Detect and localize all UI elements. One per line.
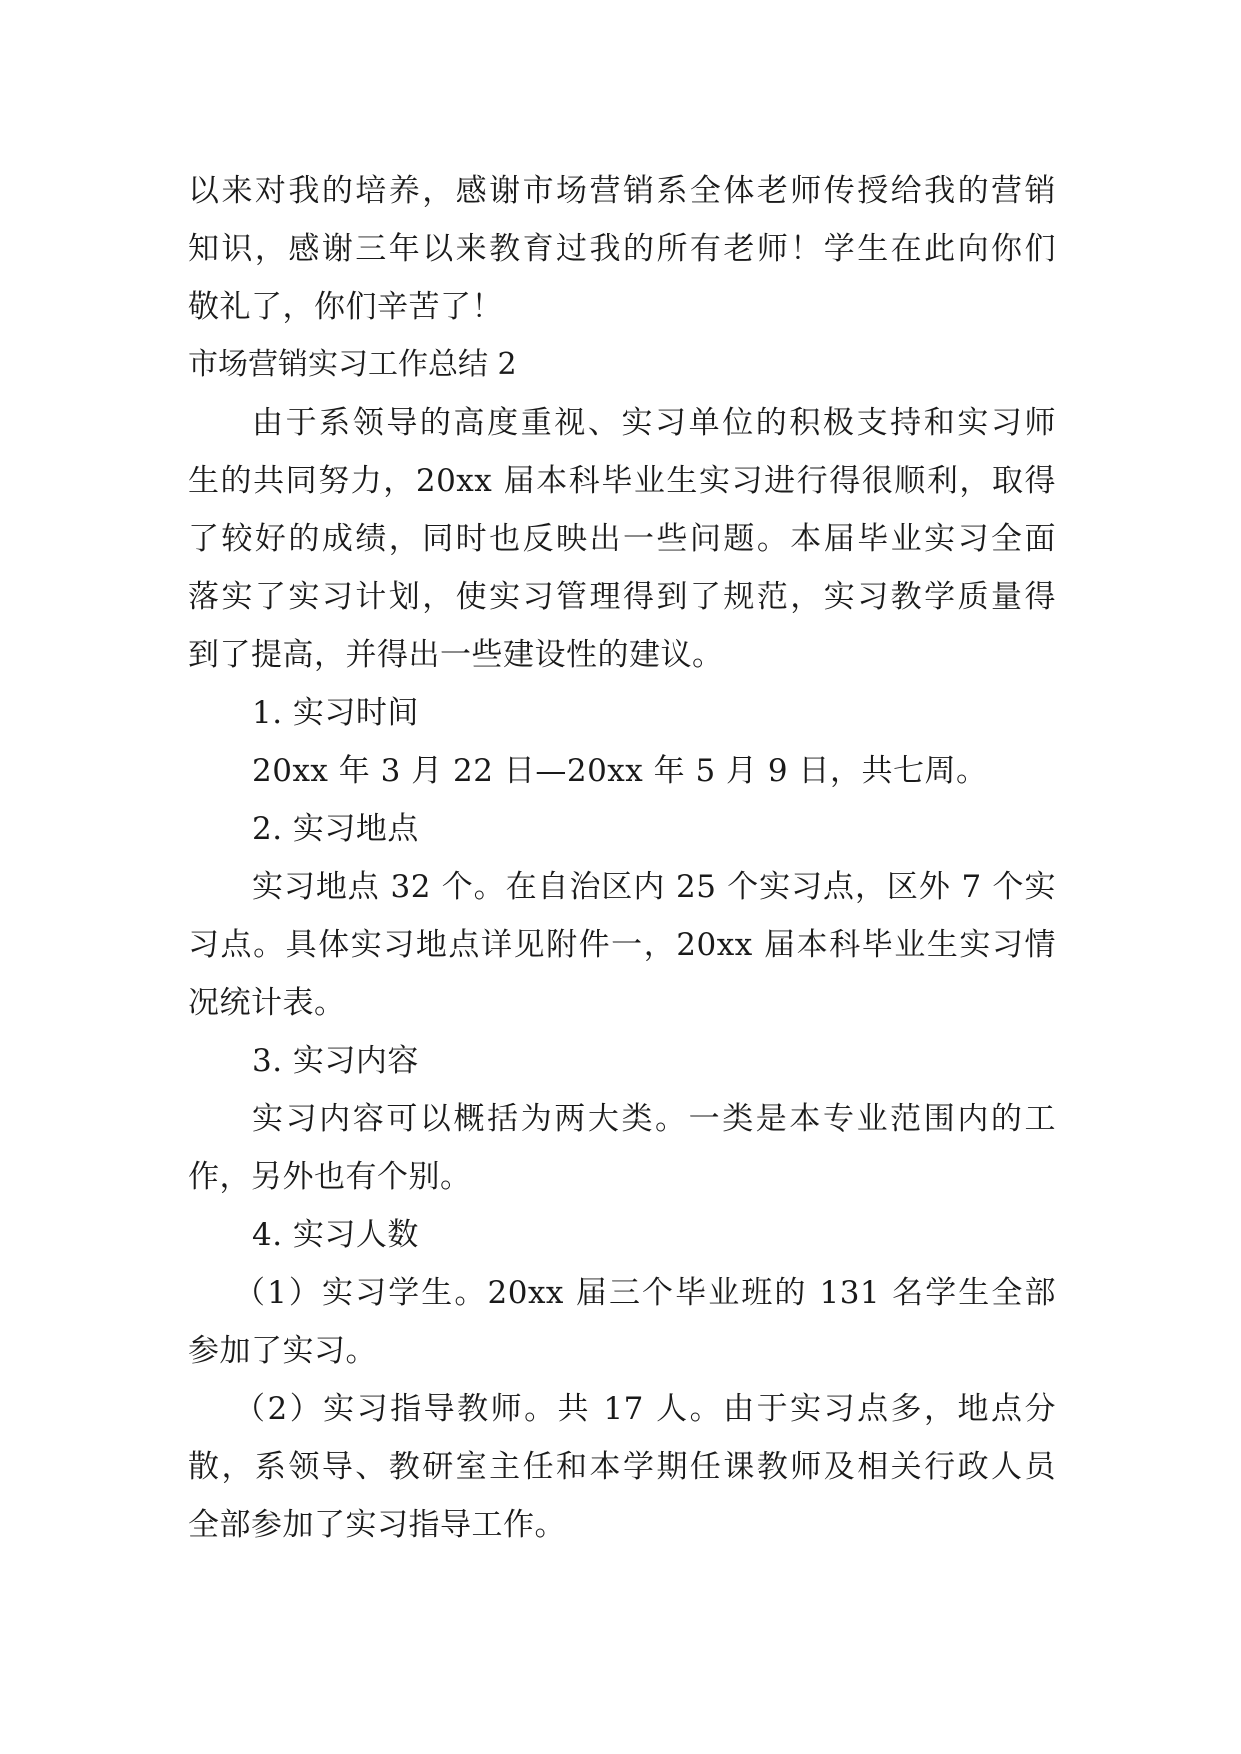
text-line: 散，系领导、教研室主任和本学期任课教师及相关行政人员 xyxy=(188,1449,1056,1485)
text-line: 全部参加了实习指导工作。 xyxy=(188,1507,566,1543)
subheading-time: 1. 实习时间 xyxy=(252,695,419,731)
text-line: 知识，感谢三年以来教育过我的所有老师！学生在此向你们 xyxy=(188,231,1056,267)
text-line: 作，另外也有个别。 xyxy=(188,1159,472,1195)
text-line: 20xx 年 3 月 22 日—20xx 年 5 月 9 日，共七周。 xyxy=(252,753,988,789)
text-line: 敬礼了，你们辛苦了！ xyxy=(188,289,503,325)
text-line: 参加了实习。 xyxy=(188,1333,377,1369)
text-line: 习点。具体实习地点详见附件一，20xx 届本科毕业生实习情 xyxy=(188,927,1056,963)
paragraph-first-line: 由于系领导的高度重视、实习单位的积极支持和实习师 xyxy=(252,405,1056,441)
text-line: 以来对我的培养，感谢市场营销系全体老师传授给我的营销 xyxy=(188,173,1056,209)
text-line: 到了提高，并得出一些建设性的建议。 xyxy=(188,637,724,673)
text-line: 生的共同努力，20xx 届本科毕业生实习进行得很顺利，取得 xyxy=(188,463,1056,499)
list-item-first-line: （2）实习指导教师。共 17 人。由于实习点多，地点分 xyxy=(234,1391,1056,1427)
subheading-content: 3. 实习内容 xyxy=(252,1043,419,1079)
document-body xyxy=(188,162,1056,1554)
subheading-count: 4. 实习人数 xyxy=(252,1217,419,1253)
text-line: 况统计表。 xyxy=(188,985,346,1021)
text-line: 落实了实习计划，使实习管理得到了规范，实习教学质量得 xyxy=(188,579,1056,615)
text-line: 了较好的成绩，同时也反映出一些问题。本届毕业实习全面 xyxy=(188,521,1056,557)
section-title: 市场营销实习工作总结 2 xyxy=(188,347,517,382)
paragraph-first-line: 实习地点 32 个。在自治区内 25 个实习点，区外 7 个实 xyxy=(252,869,1056,905)
list-item-first-line: （1）实习学生。20xx 届三个毕业班的 131 名学生全部 xyxy=(234,1275,1056,1311)
paragraph-first-line: 实习内容可以概括为两大类。一类是本专业范围内的工 xyxy=(252,1101,1056,1137)
subheading-location: 2. 实习地点 xyxy=(252,811,419,847)
